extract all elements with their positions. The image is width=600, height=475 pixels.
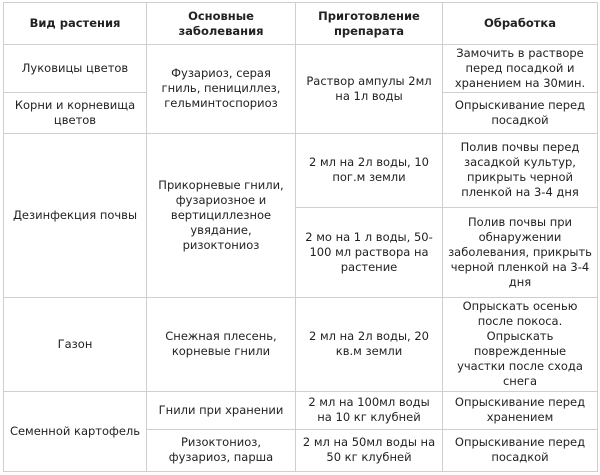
cell-plant: Корни и корневища цветов — [4, 93, 147, 133]
cell-preparation: 2 мл на 100мл воды на 10 кг клубней — [296, 391, 443, 429]
cell-plant: Газон — [4, 298, 147, 391]
table-row — [4, 133, 598, 207]
header-disease: Основные заболевания — [147, 3, 296, 45]
cell-plant: Дезинфекция почвы — [4, 133, 147, 298]
header-treatment: Обработка — [443, 3, 598, 45]
cell-treatment: Опрыскать осенью после покоса. Опрыскать поврежденные участки после схода снега — [443, 298, 598, 391]
cell-treatment: Полив почвы перед засадкой культур, прикрыть черной пленкой на 3-4 дня — [443, 133, 598, 207]
cell-preparation: Раствор ампулы 2мл на 1л воды — [296, 45, 443, 133]
cell-plant: Семенной картофель — [4, 391, 147, 471]
cell-preparation: 2 мо на 1 л воды, 50-100 мл раствора на растение — [296, 207, 443, 297]
treatment-table — [3, 2, 598, 472]
cell-disease: Гнили при хранении — [147, 391, 296, 429]
cell-treatment: Опрыскивание перед хранением — [443, 391, 598, 429]
cell-disease: Снежная плесень, корневые гнили — [147, 298, 296, 391]
cell-treatment: Опрыскивание перед посадкой — [443, 429, 598, 471]
cell-disease: Прикорневые гнили, фузариозное и вертициллезное увядание, ризоктониоз — [147, 133, 296, 298]
header-plant: Вид растения — [4, 3, 147, 45]
cell-treatment: Замочить в растворе перед посадкой и хранением на 30мин. — [443, 45, 598, 93]
cell-treatment: Полив почвы при обнаружении заболевания, прикрыть черной пленкой на 3-4 дня — [443, 207, 598, 297]
cell-disease: Ризоктониоз, фузариоз, парша — [147, 429, 296, 471]
table-row — [4, 391, 598, 429]
cell-disease: Фузариоз, серая гниль, пенициллез, гельминтоспориоз — [147, 45, 296, 133]
cell-preparation: 2 мл на 2л воды, 20 кв.м земли — [296, 298, 443, 391]
cell-preparation: 2 мл на 50мл воды на 50 кг клубней — [296, 429, 443, 471]
table-row — [4, 45, 598, 93]
table-row — [4, 298, 598, 391]
header-preparation: Приготовление препарата — [296, 3, 443, 45]
cell-treatment: Опрыскивание перед посадкой — [443, 93, 598, 133]
cell-preparation: 2 мл на 2л воды, 10 пог.м земли — [296, 133, 443, 207]
cell-plant: Луковицы цветов — [4, 45, 147, 93]
table-header-row — [4, 3, 598, 45]
